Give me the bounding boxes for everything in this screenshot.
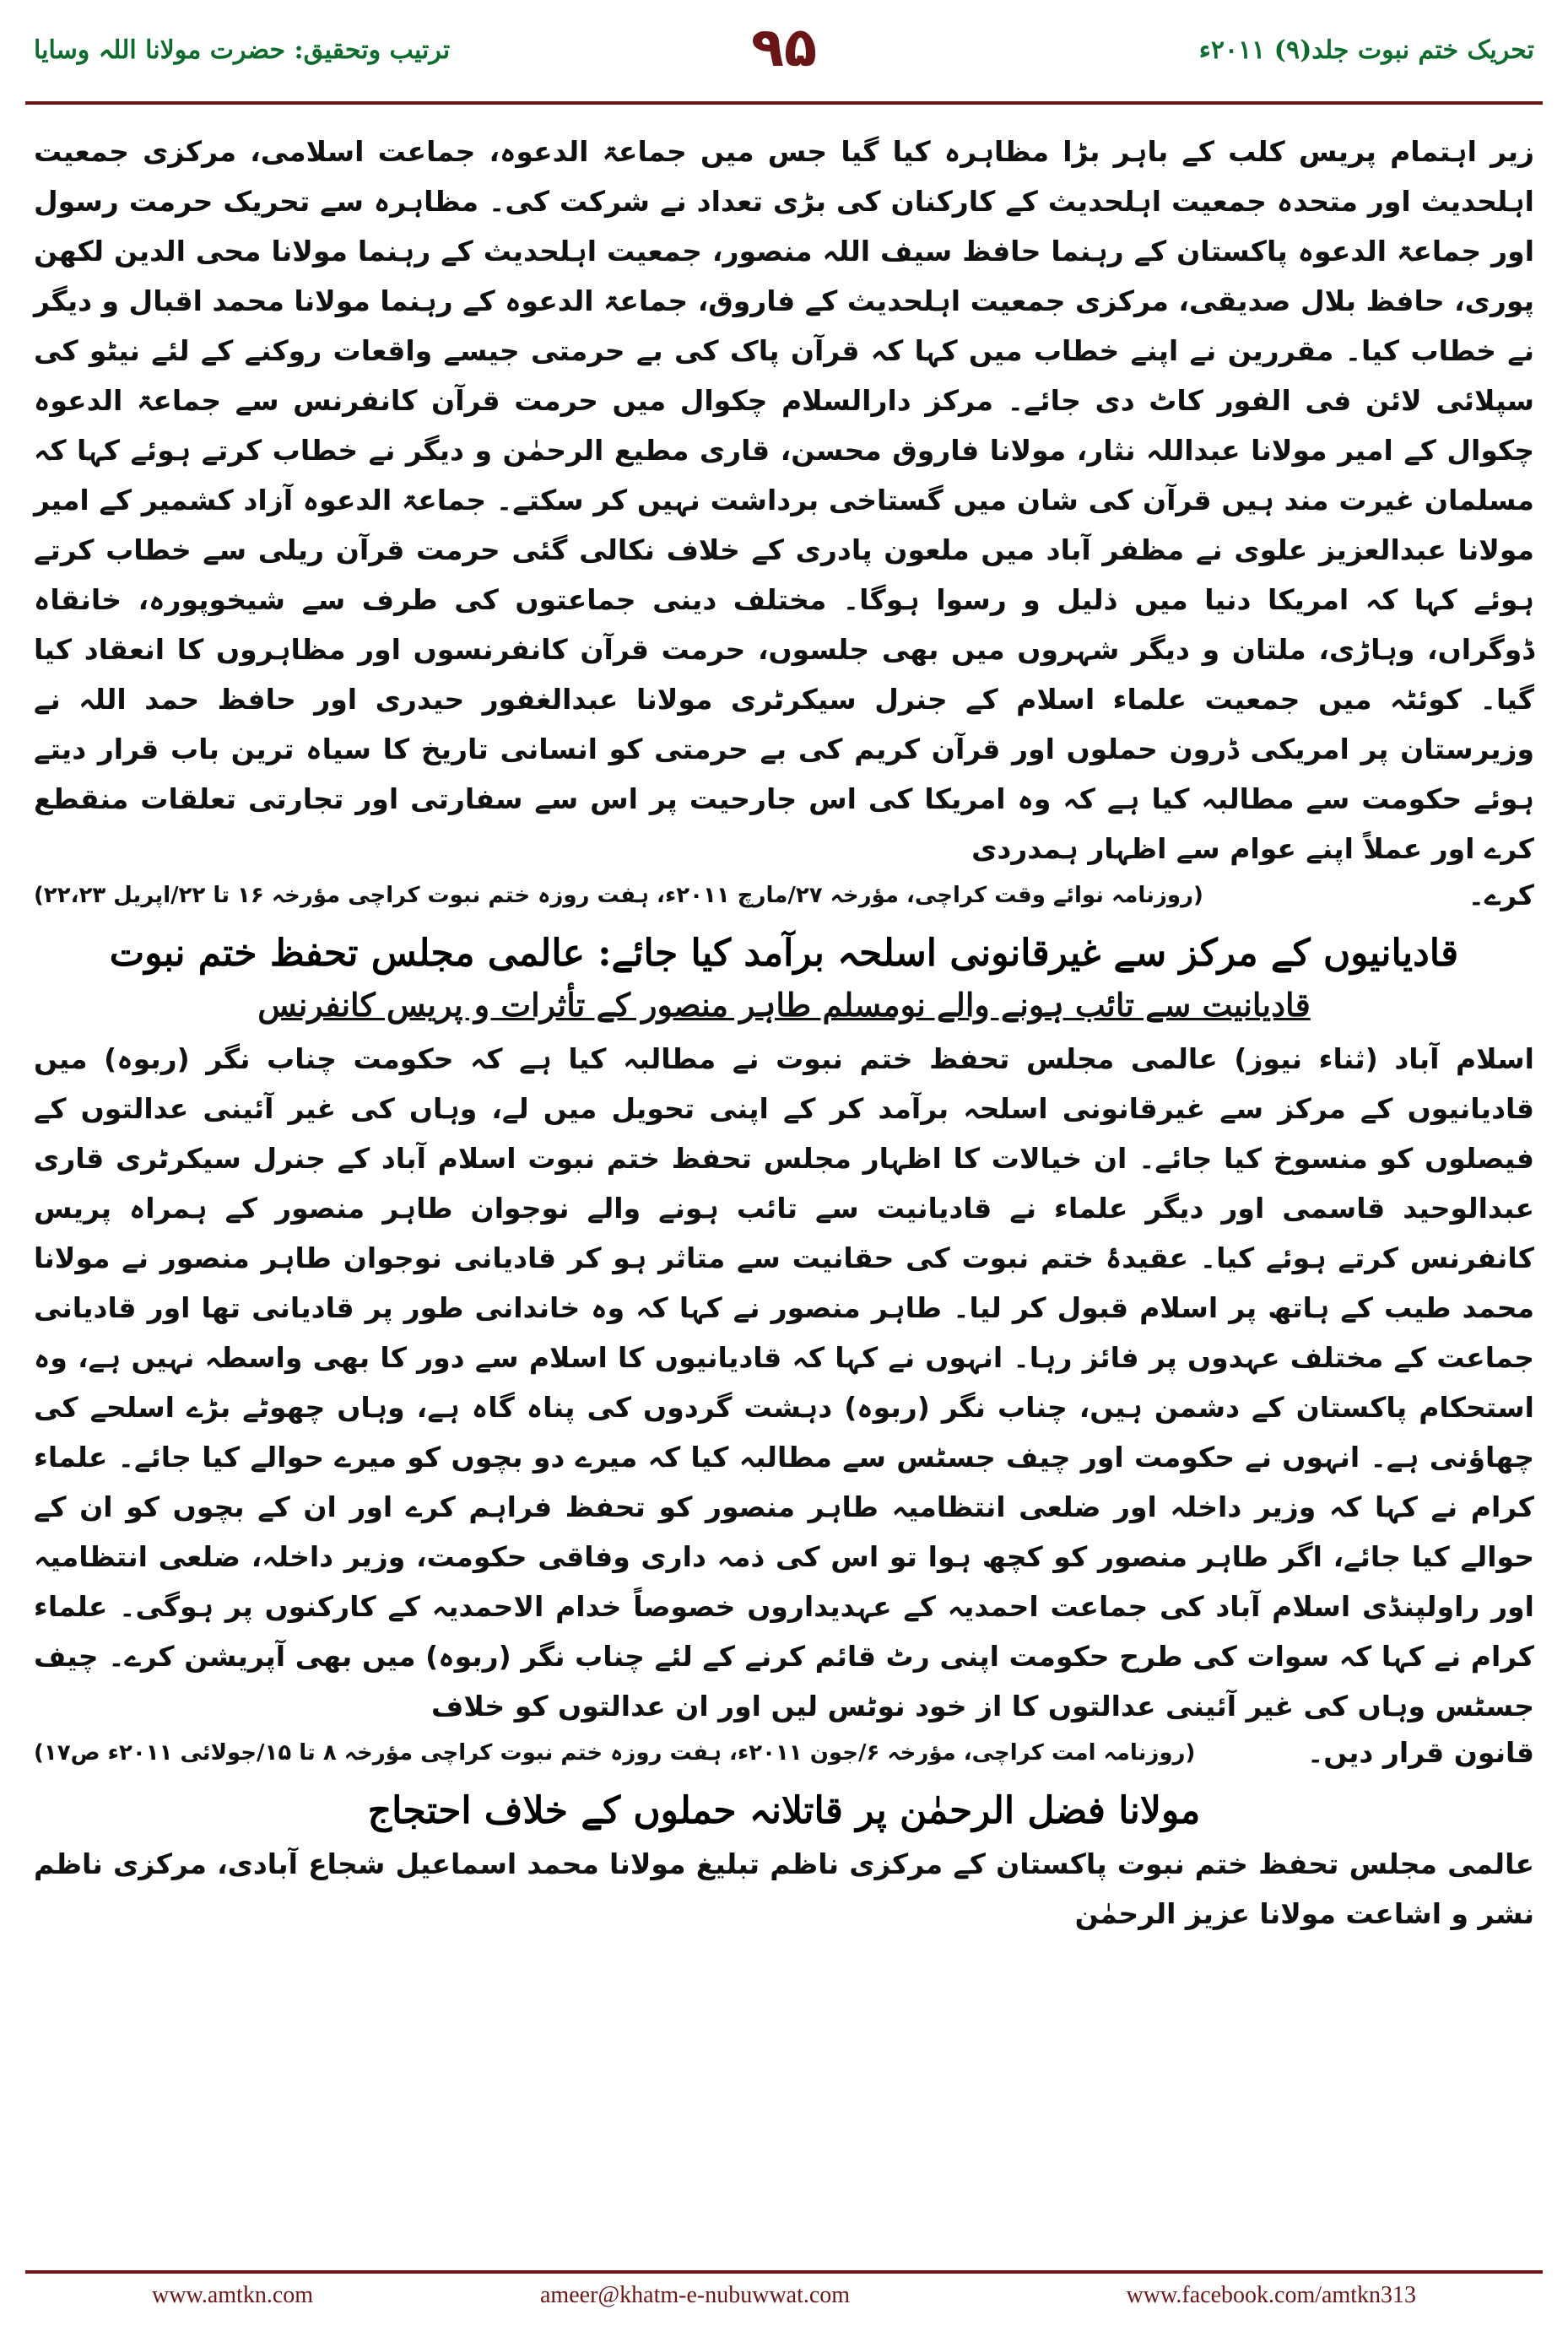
reference-line-2 xyxy=(34,1731,1534,1775)
article-paragraph-1: زیر اہتمام پریس کلب کے باہر بڑا مظاہرہ کیا گیا جس میں جماعۃ الدعوہ، جماعت اسلامی، مرکزی جمعیت اہلحدیث اور متحدہ جمعیت اہلحدیث کے کارکنان کی بڑی تعداد نے شرکت کی۔ مظاہرہ سے تحریک حرمت رسول اور جماعۃ الدعوہ پاکستان کے رہنما حافظ سیف اللہ منصور، جمعیت اہلحدیث کے رہنما مولانا محی الدین لکھن پوری، حافظ بلال صدیقی، مرکزی جمعیت اہلحدیث کے فاروق، جماعۃ الدعوہ کے رہنما مولانا محمد اقبال و دیگر نے خطاب کیا۔ مقررین نے اپنے خطاب میں کہا کہ قرآن پاک کی بے حرمتی جیسے واقعات روکنے کے لئے نیٹو کی سپلائی لائن فی الفور کاٹ دی جائے۔ مرکز دارالسلام چکوال میں حرمت قرآن کانفرنس سے جماعۃ الدعوہ چکوال کے امیر مولانا عبداللہ نثار، مولانا فاروق محسن، قاری مطیع الرحمٰن و دیگر نے خطاب کرتے ہوئے کہا کہ مسلمان غیرت مند ہیں قرآن کی شان میں گستاخی برداشت نہیں کر سکتے۔ جماعۃ الدعوہ آزاد کشمیر کے امیر مولانا عبدالعزیز علوی نے مظفر آباد میں ملعون پادری کے خلاف نکالی گئی حرمت قرآن ریلی سے خطاب کرتے ہوئے کہا کہ امریکا دنیا میں ذلیل و رسوا ہوگا۔ مختلف دینی جماعتوں کی طرف سے شیخوپورہ، خانقاہ ڈوگراں، وہاڑی، ملتان و دیگر شہروں میں بھی جلسوں، حرمت قرآن کانفرنسوں اور مظاہروں کا انعقاد کیا گیا۔ کوئٹہ میں جمعیت علماء اسلام کے جنرل سیکرٹری مولانا عبدالغفور حیدری اور حافظ حمد اللہ نے وزیرستان پر امریکی ڈرون حملوں اور قرآن کریم کی بے حرمتی کو انسانی تاریخ کا سیاہ ترین باب قرار دیتے ہوئے حکومت سے مطالبہ کیا ہے کہ وہ امریکا کی اس جارحیت پر اس سے سفارتی اور تجارتی تعلقات منقطع کرے اور عملاً اپنے عوام سے اظہار ہمدردی xyxy=(34,135,1534,865)
page-footer xyxy=(25,2270,1543,2321)
article-paragraph-3: عالمی مجلس تحفظ ختم نبوت پاکستان کے مرکزی ناظم تبلیغ مولانا محمد اسماعیل شجاع آبادی، مرکزی ناظم نشر و اشاعت مولانا عزیز الرحمٰن xyxy=(34,1847,1534,1930)
page-number: ۹۵ xyxy=(750,17,818,79)
email-link[interactable]: ameer@khatm-e-nubuwwat.com xyxy=(540,2282,851,2308)
article-headline-3: مولانا فضل الرحمٰن پر قاتلانہ حملوں کے خلاف احتجاج xyxy=(367,1789,1201,1832)
paragraph-ending-2: قانون قرار دیں۔ xyxy=(1306,1736,1534,1769)
article-subheadline-2: قادیانیت سے تائب ہونے والے نومسلم طاہر منصور کے تأثرات و پریس کانفرنس xyxy=(257,986,1311,1024)
book-title: تحریک ختم نبوت جلد(۹) ۲۰۱۱ء xyxy=(1198,35,1534,65)
article-headline-2: قادیانیوں کے مرکز سے غیرقانونی اسلحہ برآمد کیا جائے: عالمی مجلس تحفظ ختم نبوت xyxy=(109,932,1459,975)
source-reference-1: (روزنامہ نوائے وقت کراچی، مؤرخہ ۲۷/مارچ ۲۰۱۱ء، ہفت روزہ ختم نبوت کراچی مؤرخہ ۱۶ تا ۲۲/اپریل ۲۲،۲۳) xyxy=(34,883,1203,908)
paragraph-ending-1: کرے۔ xyxy=(1468,879,1534,911)
page-content xyxy=(34,127,1534,1939)
header-divider xyxy=(25,101,1543,105)
website-link[interactable]: www.amtkn.com xyxy=(152,2282,314,2308)
facebook-link[interactable]: www.facebook.com/amtkn313 xyxy=(1126,2282,1416,2308)
compiler-credit: ترتیب وتحقیق: حضرت مولانا اللہ وسایا xyxy=(34,35,451,65)
page-header xyxy=(25,17,1543,93)
article-paragraph-2: اسلام آباد (ثناء نیوز) عالمی مجلس تحفظ ختم نبوت نے مطالبہ کیا ہے کہ حکومت چناب نگر (ربوہ) میں قادیانیوں کے مرکز سے غیرقانونی اسلحہ برآمد کر کے اپنی تحویل میں لے، وہاں کی غیر آئینی عدالتوں کے فیصلوں کو منسوخ کیا جائے۔ ان خیالات کا اظہار مجلس تحفظ ختم نبوت اسلام آباد کے جنرل سیکرٹری قاری عبدالوحید قاسمی اور دیگر علماء نے قادیانیت سے تائب ہونے والے نوجوان طاہر منصور کے ہمراہ پریس کانفرنس کرتے ہوئے کیا۔ عقیدۂ ختم نبوت کی حقانیت سے متاثر ہو کر قادیانی نوجوان طاہر منصور نے مولانا محمد طیب کے ہاتھ پر اسلام قبول کر لیا۔ طاہر منصور نے کہا کہ وہ خاندانی طور پر قادیانی تھا اور قادیانی جماعت کے مختلف عہدوں پر فائز رہا۔ انہوں نے کہا کہ قادیانیوں کا اسلام سے دور کا بھی واسطہ نہیں ہے، وہ استحکام پاکستان کے دشمن ہیں، چناب نگر (ربوہ) دہشت گردوں کی پناہ گاہ ہے، وہاں چھوٹے بڑے اسلحے کی چھاؤنی ہے۔ انہوں نے حکومت اور چیف جسٹس سے مطالبہ کیا کہ میرے دو بچوں کو میرے حوالے کیا جائے۔ علماء کرام نے کہا کہ وزیر داخلہ اور ضلعی انتظامیہ طاہر منصور کو تحفظ فراہم کرے اور ان کے بچوں کو ان کے حوالے کیا جائے، اگر طاہر منصور کو کچھ ہوا تو اس کی ذمہ داری وفاقی حکومت، وزیر داخلہ، ضلعی انتظامیہ اور راولپنڈی اسلام آباد کی جماعت احمدیہ کے عہدیداروں خصوصاً خدام الاحمدیہ کے کارکنوں پر ہوگی۔ علماء کرام نے کہا کہ سوات کی طرح حکومت اپنی رٹ قائم کرنے کے لئے چناب نگر (ربوہ) میں بھی آپریشن کرے۔ چیف جسٹس وہاں کی غیر آئینی عدالتوں کا از خود نوٹس لیں اور ان عدالتوں کو خلاف xyxy=(34,1042,1534,1723)
source-reference-2: (روزنامہ امت کراچی، مؤرخہ ۶/جون ۲۰۱۱ء، ہفت روزہ ختم نبوت کراچی مؤرخہ ۸ تا ۱۵/جولائی ۲۰۱۱ء ص۱۷) xyxy=(34,1740,1196,1766)
reference-line-1 xyxy=(34,874,1534,917)
